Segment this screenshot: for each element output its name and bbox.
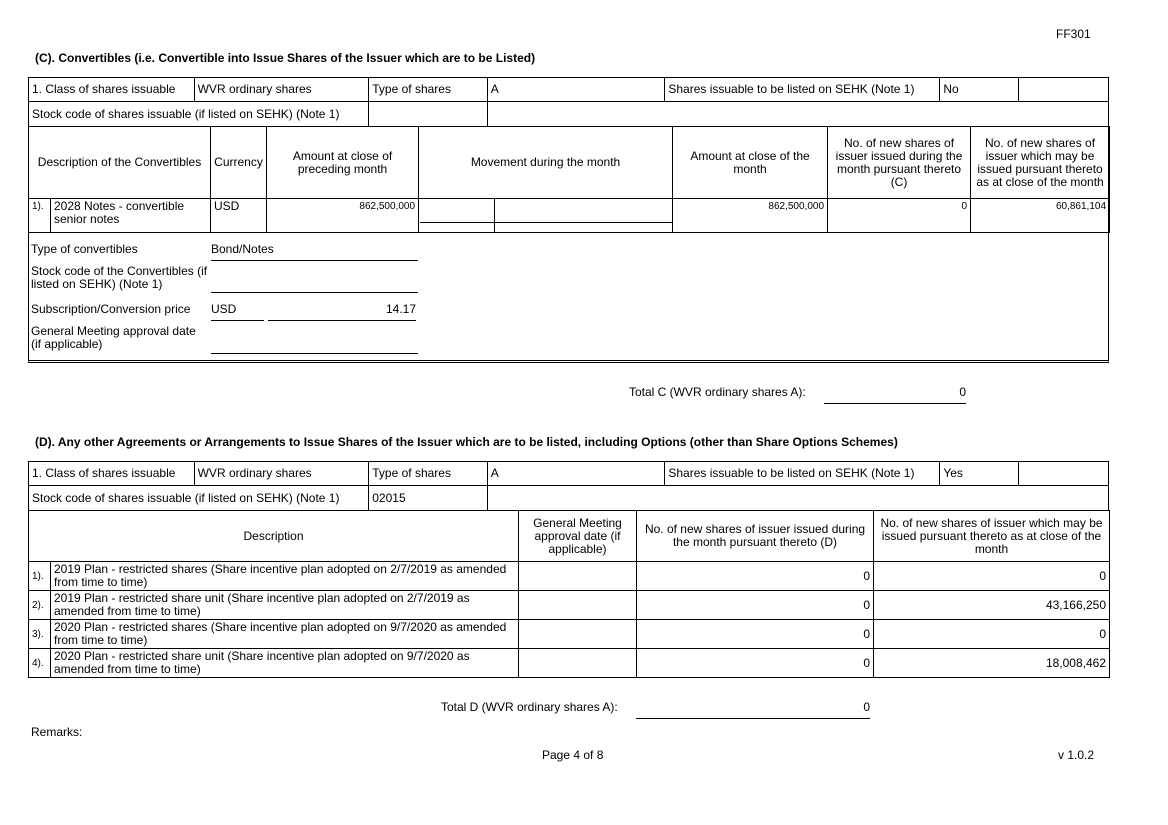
- c-total-label: Total C (WVR ordinary shares A):: [629, 385, 806, 399]
- d-row-approval: [519, 591, 637, 620]
- c-movement-divider: [420, 222, 673, 223]
- section-d-title: (D). Any other Agreements or Arrangements to Issue Shares of the Issuer which are to be listed, including Options (other than Share Options Schemes): [35, 435, 898, 449]
- section-c-convertibles-table: [28, 126, 1110, 233]
- section-d-arrangements-table: [28, 510, 1110, 678]
- c-header-movement: Movement during the month: [419, 127, 673, 199]
- d-row-issued: 0: [637, 649, 874, 678]
- d-row-approval: [519, 620, 637, 649]
- c-row-description: 2028 Notes - convertible senior notes: [51, 199, 211, 233]
- d-row-description: 2019 Plan - restricted shares (Share incentive plan adopted on 2/7/2019 as amended from time to time): [51, 562, 519, 591]
- c-sehk-label: Shares issuable to be listed on SEHK (Note 1): [665, 78, 940, 102]
- c-stock-code-label: Stock code of shares issuable (if listed on SEHK) (Note 1): [29, 102, 369, 127]
- c-header-new-shares-issued: No. of new shares of issuer issued during the month pursuant thereto (C): [828, 127, 971, 199]
- c-row-movement-2: [495, 199, 673, 233]
- c-type-label: Type of shares: [369, 78, 487, 102]
- table-row: [29, 620, 1110, 649]
- table-row: [29, 199, 1110, 233]
- c-price-currency: USD: [211, 302, 264, 321]
- c-price-label: Subscription/Conversion price: [31, 302, 191, 316]
- d-row-issued: 0: [637, 562, 874, 591]
- c-type-convertibles-label: Type of convertibles: [31, 242, 138, 256]
- d-stock-code-blank: [487, 486, 1108, 511]
- remarks-label: Remarks:: [31, 725, 83, 739]
- c-price-value: 14.17: [268, 302, 416, 321]
- d-row-may-issue: 0: [874, 620, 1110, 649]
- d-sehk-value: Yes: [940, 462, 1018, 486]
- d-total-label: Total D (WVR ordinary shares A):: [441, 700, 618, 714]
- form-code: FF301: [1056, 27, 1091, 41]
- c-stock-code-value: [369, 102, 487, 127]
- c-stock-code-convertibles-label: Stock code of the Convertibles (if listed on SEHK) (Note 1): [31, 264, 208, 291]
- c-sehk-value: No: [940, 78, 1018, 102]
- c-approval-label: General Meeting approval date (if applicable): [31, 324, 196, 351]
- d-row-approval: [519, 649, 637, 678]
- d-row-num: 3).: [29, 620, 51, 649]
- c-sehk-extra: [1018, 78, 1108, 102]
- d-class-value: WVR ordinary shares: [194, 462, 369, 486]
- d-row-description: 2020 Plan - restricted shares (Share incentive plan adopted on 9/7/2020 as amended from time to time): [51, 620, 519, 649]
- c-header-description: Description of the Convertibles: [29, 127, 211, 199]
- d-row-may-issue: 43,166,250: [874, 591, 1110, 620]
- d-row-may-issue: 18,008,462: [874, 649, 1110, 678]
- table-row: [29, 562, 1110, 591]
- d-row-may-issue: 0: [874, 562, 1110, 591]
- section-c-class-table: [28, 77, 1109, 127]
- c-row-amount-preceding: 862,500,000: [267, 199, 419, 233]
- d-header-may-issue: No. of new shares of issuer which may be issued pursuant thereto as at close of the month: [874, 511, 1110, 562]
- d-row-num: 1).: [29, 562, 51, 591]
- d-row-description: 2020 Plan - restricted share unit (Share incentive plan adopted on 9/7/2020 as amended from time to time): [51, 649, 519, 678]
- c-header-new-shares-may-issue: No. of new shares of issuer which may be issued pursuant thereto as at close of the month: [971, 127, 1110, 199]
- section-c-title: (C). Convertibles (i.e. Convertible into Issue Shares of the Issuer which are to be Listed): [35, 51, 536, 65]
- c-total-value: 0: [824, 385, 966, 404]
- c-row-currency: USD: [211, 199, 267, 233]
- d-row-approval: [519, 562, 637, 591]
- d-sehk-extra: [1018, 462, 1108, 486]
- c-approval-value: [211, 337, 418, 354]
- table-row: [29, 591, 1110, 620]
- d-row-num: 4).: [29, 649, 51, 678]
- d-row-description: 2019 Plan - restricted share unit (Share incentive plan adopted on 2/7/2019 as amended from time to time): [51, 591, 519, 620]
- d-row-issued: 0: [637, 620, 874, 649]
- d-type-value: A: [487, 462, 665, 486]
- d-row-issued: 0: [637, 591, 874, 620]
- d-header-issued: No. of new shares of issuer issued during the month pursuant thereto (D): [637, 511, 874, 562]
- d-sehk-label: Shares issuable to be listed on SEHK (Note 1): [665, 462, 940, 486]
- c-row-amount-close: 862,500,000: [673, 199, 828, 233]
- c-row-issued: 0: [828, 199, 971, 233]
- c-row-may-issue: 60,861,104: [971, 199, 1110, 233]
- d-stock-code-label: Stock code of shares issuable (if listed on SEHK) (Note 1): [29, 486, 369, 511]
- section-d-class-table: [28, 461, 1109, 511]
- d-header-description: Description: [29, 511, 519, 562]
- table-row: [29, 649, 1110, 678]
- c-header-amount-preceding: Amount at close of preceding month: [267, 127, 419, 199]
- c-row-movement-1: [419, 199, 495, 233]
- c-stock-code-blank: [487, 102, 1108, 127]
- c-type-convertibles-value: Bond/Notes: [211, 242, 418, 261]
- c-type-value: A: [487, 78, 665, 102]
- d-header-approval: General Meeting approval date (if applicable): [519, 511, 637, 562]
- c-header-amount-close: Amount at close of the month: [673, 127, 828, 199]
- c-class-value: WVR ordinary shares: [194, 78, 369, 102]
- page-number: Page 4 of 8: [542, 748, 604, 762]
- c-row-num: 1).: [29, 199, 51, 233]
- c-class-label: 1. Class of shares issuable: [29, 78, 195, 102]
- c-stock-code-convertibles-value: [211, 276, 418, 293]
- d-total-value: 0: [636, 700, 870, 719]
- d-stock-code-value: 02015: [369, 486, 487, 511]
- d-class-label: 1. Class of shares issuable: [29, 462, 195, 486]
- c-header-currency: Currency: [211, 127, 267, 199]
- version-label: v 1.0.2: [1058, 748, 1095, 762]
- d-type-label: Type of shares: [369, 462, 487, 486]
- d-row-num: 2).: [29, 591, 51, 620]
